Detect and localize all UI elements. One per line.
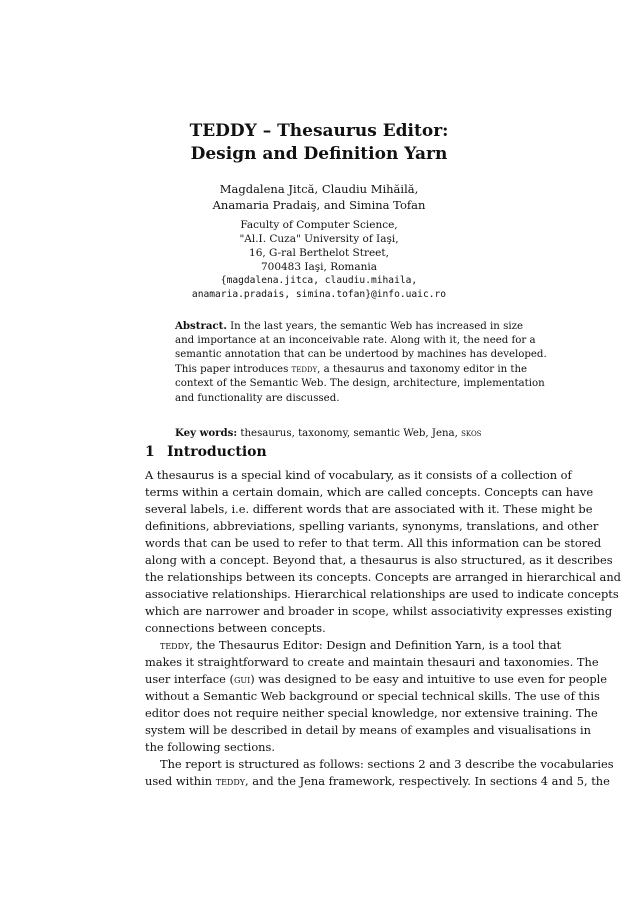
body-line: connections between concepts. (145, 621, 326, 635)
body-line: without a Semantic Web background or special technical skills. The use of this (145, 689, 600, 703)
abstract-label: Abstract. (175, 320, 227, 332)
keywords-label: Key words: (175, 427, 238, 439)
keywords-text: thesaurus, taxonomy, semantic Web, Jena, (240, 428, 458, 439)
body-line (145, 671, 608, 688)
body-line: makes it straightforward to create and maintain thesauri and taxonomies. The (145, 655, 599, 669)
body-text: , and the Jena framework, respectively. In sections 4 and 5, the (245, 774, 610, 788)
abstract-line-5: context of the Semantic Web. The design, architecture, implementation (175, 378, 545, 389)
teddy-name: teddy (160, 638, 190, 652)
body-text: used within (145, 774, 213, 788)
body-line: words that can be used to refer to that term. All this information can be stored (145, 536, 602, 550)
gui-abbrev: gui (233, 672, 251, 686)
body-text: ) was designed to be easy and intuitive to use even for people (250, 672, 608, 686)
abstract-line-6: and functionality are discussed. (175, 392, 340, 404)
body-line: along with a concept. Beyond that, a thesaurus is also structured, as it describes (145, 553, 613, 567)
paper-title-line-2: Design and Definition Yarn (190, 144, 448, 164)
body-line: definitions, abbreviations, spelling variants, synonyms, translations, and other (145, 519, 599, 533)
authors-line-1: Magdalena Jitcă, Claudiu Mihăilă, (219, 182, 419, 196)
abstract-text-1: In the last years, the semantic Web has increased in size (230, 321, 523, 332)
section-heading (145, 443, 267, 461)
body-line: system will be described in detail by means of examples and visualisations in (145, 723, 591, 737)
body-line: associative relationships. Hierarchical relationships are used to indicate concepts (145, 587, 619, 601)
body-line: which are narrower and broader in scope, whilst associativity expresses existing (145, 604, 613, 618)
body-line: the following sections. (145, 740, 275, 754)
abstract-line-1 (175, 319, 523, 335)
affiliation-line-2: "Al.I. Cuza" University of Iaşi, (239, 233, 399, 245)
body-text: user interface ( (145, 672, 234, 686)
paper-title-line-1: TEDDY – Thesaurus Editor: (189, 121, 449, 141)
abstract-text-4b: , a thesaurus and taxonomy editor in the (317, 363, 528, 375)
body-line: the relationships between its concepts. Concepts are arranged in hierarchical and (145, 570, 621, 584)
body-line: A thesaurus is a special kind of vocabulary, as it consists of a collection of (145, 468, 572, 482)
keywords (175, 426, 486, 442)
abstract-text-4a: This paper introduces (175, 363, 289, 375)
email-line-2: anamaria.pradais, simina.tofan}@info.uaic.ro (191, 289, 447, 300)
affiliation-line-4: 700483 Iaşi, Romania (260, 261, 378, 273)
body-line: The report is structured as follows: sections 2 and 3 describe the vocabularies (160, 757, 614, 771)
body-line: editor does not require neither special knowledge, nor extensive training. The (145, 706, 598, 720)
body-line (160, 637, 562, 654)
email-line-1: {magdalena.jitca, claudiu.mihaila, (220, 275, 418, 286)
body-line: terms within a certain domain, which are called concepts. Concepts can have (145, 485, 594, 499)
body-line: several labels, i.e. different words that are associated with it. These might be (145, 502, 593, 516)
abstract-line-2: and importance at an inconceivable rate. Along with it, the need for a (175, 334, 536, 346)
abstract-line-4 (175, 363, 528, 378)
authors-line-2: Anamaria Pradaiş, and Simina Tofan (212, 198, 426, 212)
body-line (145, 773, 610, 790)
teddy-name: teddy (291, 363, 318, 375)
abstract-line-3: semantic annotation that can be undertood by machines has developed. (175, 349, 547, 360)
body-text: , the Thesaurus Editor: Design and Definition Yarn, is a tool that (189, 638, 562, 652)
keywords-skos: skos (461, 428, 482, 439)
section-title: Introduction (167, 444, 267, 460)
affiliation-line-1: Faculty of Computer Science, (240, 219, 398, 231)
section-number: 1 (145, 444, 155, 460)
affiliation-line-3: 16, G-ral Berthelot Street, (249, 247, 389, 259)
teddy-name: teddy (215, 774, 246, 788)
